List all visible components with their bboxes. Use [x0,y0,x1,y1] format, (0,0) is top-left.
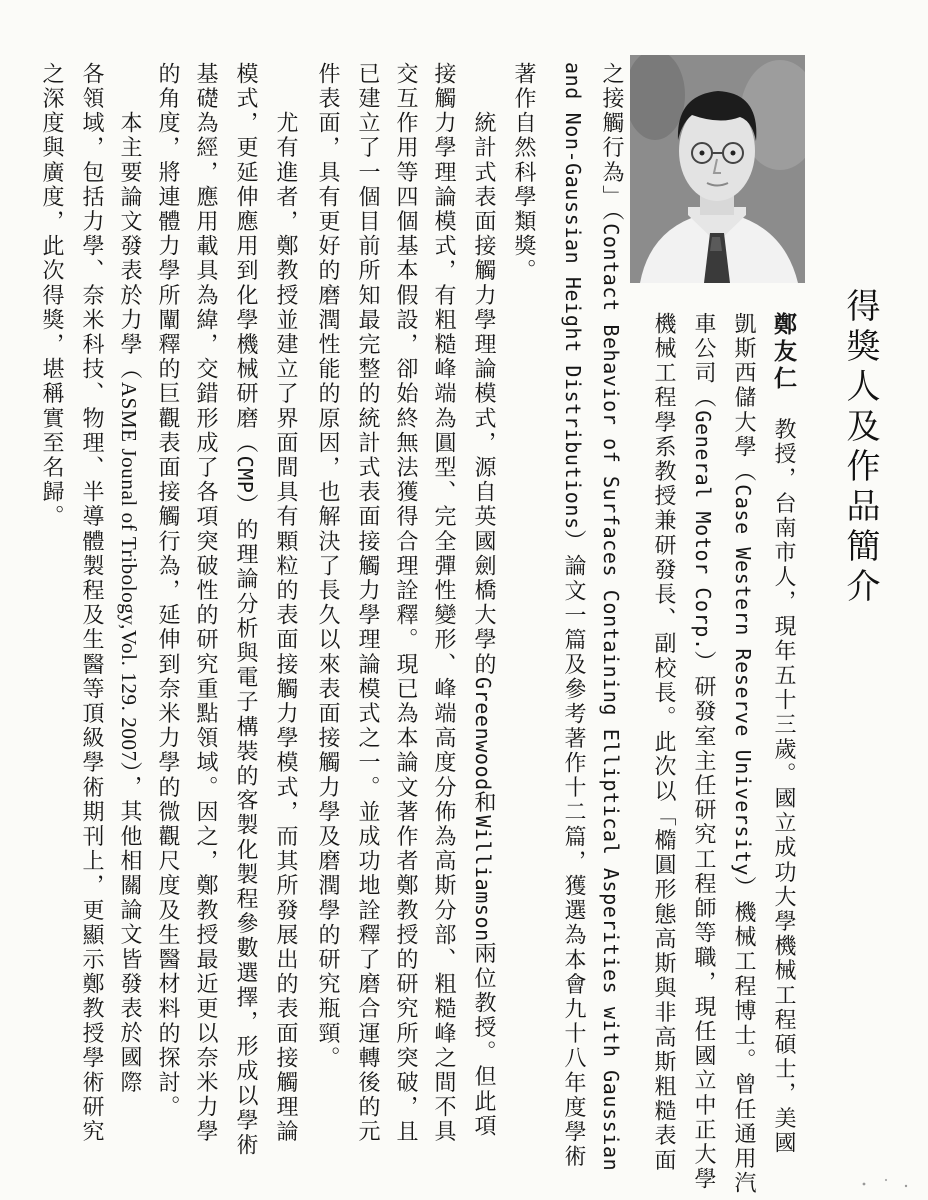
text-segment: 兩位教授。但此項 [471,941,496,1139]
text-segment: 教授，台南市人，現年五十三歲。國立成功大學機械工程碩士，美國 [771,393,796,1156]
text-segment: ASME Jounal of Tribology,Vol. 129. 2007 [117,381,141,762]
text-column [690,312,716,1192]
text-column [154,62,180,1120]
text-column [272,62,298,1144]
text-segment: 本主要論文發表於力學（ [117,62,142,382]
text-column [770,312,796,1156]
portrait-image [630,55,805,283]
portrait-photo [630,55,805,283]
text-segment: 著作自然科學類獎。 [511,62,536,284]
text-segment: Williamson [471,815,495,942]
text-segment: 的角度，將連體力學所闡釋的巨觀表面接觸行為，延伸到奈米力學的微觀尺度及生醫材料的探討。 [155,62,180,1120]
page-title: 得獎人及作品簡介 [840,288,880,608]
text-segment: 件表面，具有更好的磨潤性能的原因，也解決了長久以來表面接觸力學及磨潤學的研究瓶頸。 [315,62,340,1071]
text-segment: Greenwood [471,677,495,791]
text-column [470,62,496,1139]
text-column [510,62,536,283]
text-segment: 各領域，包括力學、奈米科技、物理、半導體製程及生醫等頂級學術期刊上，更顯示鄭教授學術研究 [79,62,104,1145]
text-segment: 之深度與廣度，此次得獎，堪稱實至名歸。 [39,62,64,530]
text-column [38,62,64,529]
text-segment: 基礎為經，應用載具為緯，交錯形成了各項突破性的研究重點領域。因之，鄭教授最近更以奈米力學 [193,62,218,1145]
text-column [730,312,756,1196]
text-segment: 接觸力學理論模式，有粗糙峰端為圓型、完全彈性變形、峰端高度分佈為高斯分部、粗糙峰之間不具 [431,62,456,1145]
text-column [314,62,340,1071]
text-column [192,62,218,1144]
text-segment: ）研發室主任研究工程師等職，現任國立中正大學 [691,650,716,1192]
text-column [354,62,380,1144]
text-segment: 已建立了一個目前所知最完整的統計式表面接觸力學理論模式之一。並成功地詮釋了磨合運轉後的元 [355,62,380,1145]
author-name: 鄭友仁 [770,312,796,393]
text-segment: ）機械工程博士。曾任通用汽 [731,876,756,1196]
text-column [392,62,418,1144]
text-segment: ）論文一篇及參考著作十二篇，獲選為本會九十八年度學術 [561,529,586,1170]
text-column [78,62,104,1144]
text-segment: 凱斯西儲大學（ [731,312,756,485]
text-column [232,62,258,1158]
text-segment: 車公司（ [691,312,716,411]
text-segment: 交互作用等四個基本假設，卻始終無法獲得合理詮釋。現已為本論文著作者鄭教授的研究所突破，且 [393,62,418,1145]
text-segment: 和 [471,790,496,816]
text-segment: 機械工程學系教授兼研發長、副校長。此次以「橢圓形態高斯與非高斯粗糙表面 [651,312,676,1173]
text-segment: 之接觸行為」（ [599,62,624,224]
text-segment: General Motor Corp. [691,410,715,651]
scan-speckle [856,1174,916,1192]
text-segment: ）的理論分析與電子構裝的客製化製程參數選擇，形成以學術 [233,493,258,1158]
text-segment: CMP [233,455,257,494]
text-segment: ），其他相關論文皆發表於國際 [117,761,142,1096]
text-segment: Case Western Reserve University [731,484,755,877]
text-column [430,62,456,1144]
text-segment: 統計式表面接觸力學理論模式，源自英國劍橋大學的 [471,62,496,677]
text-segment: 模式，更延伸應用到化學機械研磨（ [233,62,258,456]
text-segment: and Non-Gaussian Height Distributions [561,62,585,530]
text-segment: 尤有進者，鄭教授並建立了界面間具有顆粒的表面接觸力學模式，而其所發展出的表面接觸理論 [273,62,298,1145]
text-column [650,312,676,1173]
text-column [116,62,142,1095]
text-column [598,62,624,1171]
text-segment: Contact Behavior of Surfaces Containing Elliptical Asperities with Gaussian [599,223,623,1172]
text-column [560,62,586,1169]
